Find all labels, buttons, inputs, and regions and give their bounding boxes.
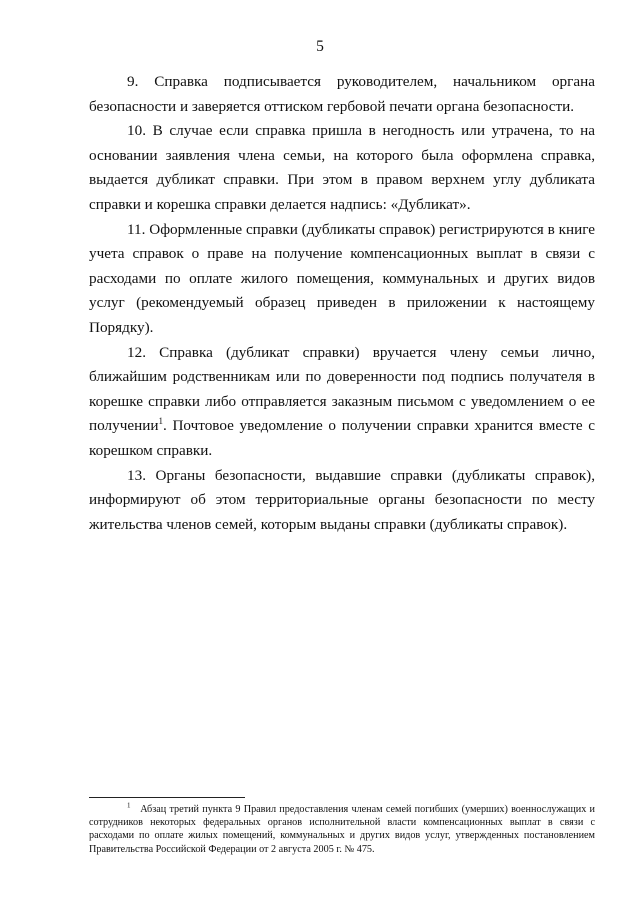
document-body: [89, 70, 595, 537]
paragraph-12-text-before: 12. Справка (дубликат справки) вручается члену семьи лично, ближайшим родственникам или по доверенности под подпись получателя в корешке справки либо отправляется заказным письмом с уведомлением о ее получении: [89, 343, 595, 435]
footnote: [89, 803, 595, 856]
footnote-separator: [89, 797, 245, 798]
paragraph-12: [89, 341, 595, 464]
page-number: 5: [316, 38, 324, 55]
footnote-reference: 1: [158, 416, 163, 427]
paragraph-12-text-after: . Почтовое уведомление о получении справки хранится вместе с корешком справки.: [89, 417, 595, 459]
paragraph-11: 11. Оформленные справки (дубликаты справок) регистрируются в книге учета справок о праве на получение компенсационных выплат в связи с расходами по оплате жилого помещения, коммунальных и других видов услуг (рекомендуемый образец приведен в приложении к настоящему Порядку).: [89, 220, 595, 336]
footnote-text: Абзац третий пункта 9 Правил предоставления членам семей погибших (умерших) военнослужащих и сотрудников некоторых федеральных органов исполнительной власти компенсационных выплат в связи с расходами по оплате жилых помещений, коммунальных и других видов услуг, утвержденных постановлением Правительства Российской Федерации от 2 августа 2005 г. № 475.: [89, 804, 595, 855]
paragraph-10: 10. В случае если справка пришла в негодность или утрачена, то на основании заявления члена семьи, на которого была оформлена справка, выдается дубликат справки. При этом в правом верхнем углу дубликата справки и корешка справки делается надпись: «Дубликат».: [89, 122, 595, 213]
paragraph-13: 13. Органы безопасности, выдавшие справки (дубликаты справок), информируют об этом территориальные органы безопасности по месту жительства членов семей, которым выданы справки (дубликаты справок).: [89, 466, 595, 533]
paragraph-9: 9. Справка подписывается руководителем, начальником органа безопасности и заверяется оттиском гербовой печати органа безопасности.: [89, 73, 595, 115]
footnote-mark: 1: [127, 801, 131, 810]
